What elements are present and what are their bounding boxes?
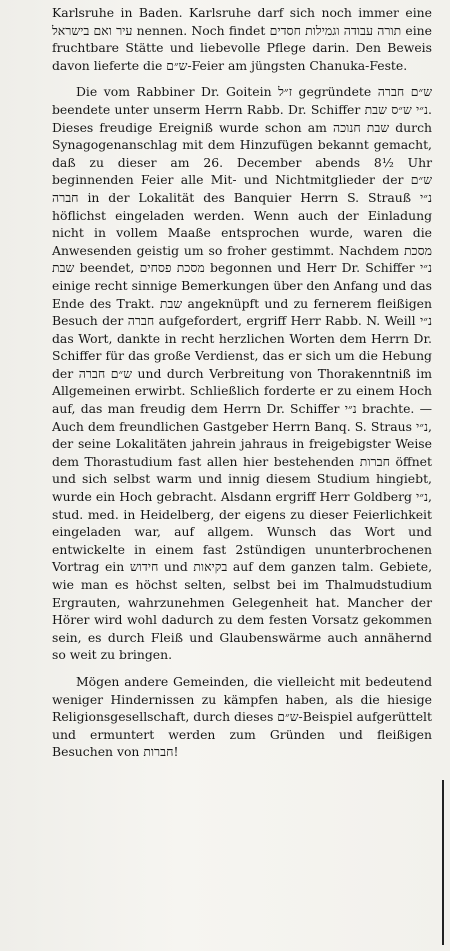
paragraph-text: Mögen andere Gemeinden, die vielleicht mit bedeutend weniger Hindernissen zu kämpfen haben, als die hiesige Religionsgesellschaft, durch dieses ש״ם-Beispiel aufgerüttelt und ermuntert werden zum Gründen und fleißigen Besuchen von חברות! (52, 673, 432, 760)
article-paragraph-1 (52, 4, 432, 74)
paragraph-text: Die vom Rabbiner Dr. Goitein ז״ל gegründete ש״ם חברה beendete unter unserm Herrn Rabb. Dr. Schiffer נ״י ש״ס שבת. Dieses freudige Ereigniß wurde schon am שבת חנוכה durch Synagogenanschlag mit dem Hinzufügen bekannt gemacht, daß zu dieser am 26. December abends 8½ Uhr beginnenden Feier alle Mit- und Nichtmitglieder der ש״ם חברה in der Lokalität des Banquier Herrn S. Strauß נ״י höflichst eingeladen werden. Wenn auch der Einladung nicht in vollem Maaße entsprochen wurde, waren die Anwesenden geistig um so froher gestimmt. Nachdem מסכת שבת beendet, מסכת פסחים begonnen und Herr Dr. Schiffer נ״י einige recht sinnige Bemerkungen über den Anfang und das Ende des Trakt. שבת angeknüpft und zu fernerem fleißigen Besuch der חברה aufgefordert, ergriff Herr Rabb. N. Weill נ״י das Wort, dankte in recht herzlichen Worten dem Herrn Dr. Schiffer für das große Verdienst, das er sich um die Hebung der ש״ם חברה und durch Verbreitung von Thorakenntniß im Allgemeinen erwirbt. Schließlich forderte er zu einem Hoch auf, das man freudig dem Herrn Dr. Schiffer נ״י brachte. — Auch dem freundlichen Gastgeber Herrn Banq. S. Straus נ״י, der seine Lokalitäten jahrein jahraus in freigebigster Weise dem Thorastudium fast allen hier bestehenden חברות öffnet und sich selbst warm und innig diesem Studium hingiebt, wurde ein Hoch gebracht. Alsdann ergriff Herr Goldberg נ״י, stud. med. in Heidelberg, der eigens zu dieser Feierlichkeit eingeladen war, auf allgem. Wunsch das Wort und entwickelte in einem fast 2stündigen ununterbrochenen Vortrag ein חידוש und בקיאות auf dem ganzen talm. Gebiete, wie man es höchst selten, selbst bei im Thalmudstudium Ergrauten, wahrzunehmen Gelegenheit hat. Mancher der Hörer wird wohl dadurch zu dem festen Vorsatz gekommen sein, es durch Fleiß und Glaubenswärme auch annähernd so weit zu bringen. (52, 84, 433, 663)
article-paragraph-3 (52, 673, 432, 761)
paragraph-text: Karlsruhe in Baden. Karlsruhe darf sich noch immer eine עיר ואם בישראל nennen. Noch findet תורה עבודה וגמילות חסדים eine fruchtbare Stätte und liebevolle Pflege darin. Den Beweis davon lieferte die ש״ם-Feier am jüngsten Chanuka-Feste. (52, 5, 432, 73)
column-divider (442, 780, 444, 945)
article-paragraph-2 (52, 83, 432, 664)
